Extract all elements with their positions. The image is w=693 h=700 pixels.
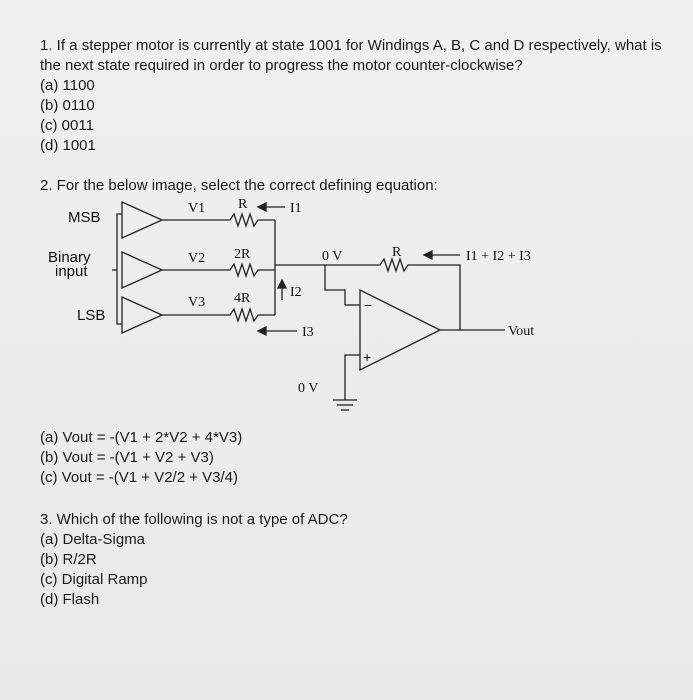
resistor-r-label: R xyxy=(238,197,248,212)
question-1-text-line-2: the next state required in order to progress the motor counter-clockwise? xyxy=(40,57,523,74)
buffer-mid xyxy=(122,252,162,288)
current-arrow-i2-head xyxy=(278,280,286,288)
current-sum-label: I1 + I2 + I3 xyxy=(466,249,531,264)
question-1-option-d: (d) 1001 xyxy=(40,137,96,154)
v2-label: V2 xyxy=(188,251,206,266)
resistor-4r xyxy=(162,309,275,321)
question-3 xyxy=(40,510,348,610)
op-amp-plus: + xyxy=(363,349,372,365)
current-arrow-isum-head xyxy=(424,251,432,259)
binary-label: Binary xyxy=(48,249,91,266)
current-arrow-i3-head xyxy=(258,327,266,335)
non-inverting-input-wire xyxy=(345,355,360,400)
v1-label: V1 xyxy=(188,201,206,216)
question-2-option-a: (a) Vout = -(V1 + 2*V2 + 4*V3) xyxy=(40,429,243,446)
resistor-2r-label: 2R xyxy=(234,247,251,262)
question-3-option-d: (d) Flash xyxy=(40,591,100,608)
question-2-option-b: (b) Vout = -(V1 + V2 + V3) xyxy=(40,449,214,466)
resistor-r xyxy=(162,214,275,226)
feedback-resistor-label: R xyxy=(392,245,402,260)
buffer-lsb xyxy=(122,297,162,333)
question-3-text: 3. Which of the following is not a type of ADC? xyxy=(40,511,348,528)
resistor-2r xyxy=(162,264,275,276)
lsb-label: LSB xyxy=(77,307,106,324)
input-bracket xyxy=(117,214,122,324)
current-arrow-i1-head xyxy=(258,203,266,211)
ground-label: 0 V xyxy=(298,381,319,396)
current-i2-label: I2 xyxy=(290,285,302,300)
question-2-option-c: (c) Vout = -(V1 + V2/2 + V3/4) xyxy=(40,469,239,486)
question-3-option-a: (a) Delta-Sigma xyxy=(40,531,146,548)
resistor-4r-label: 4R xyxy=(234,291,251,306)
question-1-text-line-1: 1. If a stepper motor is currently at state 1001 for Windings A, B, C and D respectively, what is xyxy=(40,37,662,54)
question-3-option-c: (c) Digital Ramp xyxy=(40,571,148,588)
question-1-option-a: (a) 1100 xyxy=(40,77,95,94)
vout-label: Vout xyxy=(508,324,535,339)
virtual-ground-label: 0 V xyxy=(322,249,343,264)
question-2-text: 2. For the below image, select the correct defining equation: xyxy=(40,177,438,194)
msb-label: MSB xyxy=(68,209,101,226)
question-3-option-b: (b) R/2R xyxy=(40,551,97,568)
question-2-options xyxy=(40,428,242,488)
question-1-option-c: (c) 0011 xyxy=(40,117,94,134)
v3-label: V3 xyxy=(188,295,206,310)
input-label: input xyxy=(55,263,88,280)
inverting-input-wire xyxy=(325,265,345,305)
question-1-option-b: (b) 0110 xyxy=(40,97,95,114)
buffer-msb xyxy=(122,202,162,238)
current-i3-label: I3 xyxy=(302,325,314,340)
current-i1-label: I1 xyxy=(290,201,302,216)
op-amp-minus: − xyxy=(364,297,373,313)
